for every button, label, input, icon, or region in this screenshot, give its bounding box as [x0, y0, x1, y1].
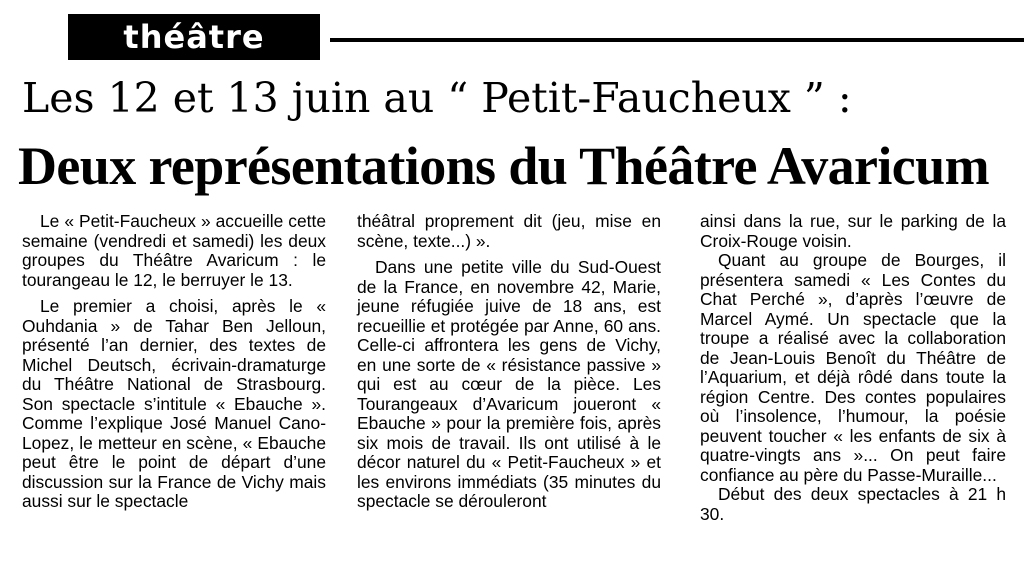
section-rule	[330, 38, 1024, 42]
paragraph: Dans une petite ville du Sud-Ouest de la France, en novembre 42, Marie, jeune réfugiée juive de 18 ans, est recueillie et protégée par Anne, 60 ans. Celle-ci affrontera les gens de Vichy, en une sorte de « résistance passive » qui est au cœur de la pièce. Les Tourangeaux d’Avaricum joueront « Ebauche » pour la première fois, après six mois de travail. Ils ont utilisé à le décor naturel du « Petit-Faucheux » et les environs immédiats (35 minutes du spectacle se dérouleront	[357, 257, 661, 511]
article-column-2	[357, 212, 661, 512]
section-label: théâtre	[68, 14, 320, 60]
paragraph: Quant au groupe de Bourges, il présentera samedi « Les Contes du Chat Perché », d’après l’œuvre de Marcel Aymé. Un spectacle que la troupe a réalisé avec la collaboration de Jean-Louis Benoît du Théâtre de l’Aquarium, et déjà rôdé dans toute la région Centre. Des contes populaires où l’insolence, l’humour, la poésie peuvent toucher « les enfants de six à quatre-vingts ans »... On peut faire confiance au père du Passe-Muraille...	[700, 250, 1006, 485]
article-column-1	[22, 212, 326, 512]
paragraph: ainsi dans la rue, sur le parking de la Croix-Rouge voisin.	[700, 211, 1006, 251]
paragraph: Début des deux spectacles à 21 h 30.	[700, 484, 1006, 524]
paragraph: théâtral proprement dit (jeu, mise en scène, texte...) ».	[357, 211, 661, 251]
article-column-3	[700, 212, 1006, 524]
headline: Deux représentations du Théâtre Avaricum	[18, 136, 989, 196]
subheadline: Les 12 et 13 juin au “ Petit-Faucheux ” :	[22, 74, 852, 122]
paragraph: Le premier a choisi, après le « Ouhdania » de Tahar Ben Jelloun, présenté l’an dernier, des textes de Michel Deutsch, écrivain-dramaturge du Théâtre National de Strasbourg. Son spectacle s’intitule « Ebauche ». Comme l’explique José Manuel Cano-Lopez, le metteur en scène, « Ebauche peut être le point de départ d’une discussion sur la France de Vichy mais aussi sur le spectacle	[22, 296, 326, 511]
paragraph: Le « Petit-Faucheux » accueille cette semaine (vendredi et samedi) les deux groupes du Théâtre Avaricum : le tourangeau le 12, le berruyer le 13.	[22, 211, 326, 290]
